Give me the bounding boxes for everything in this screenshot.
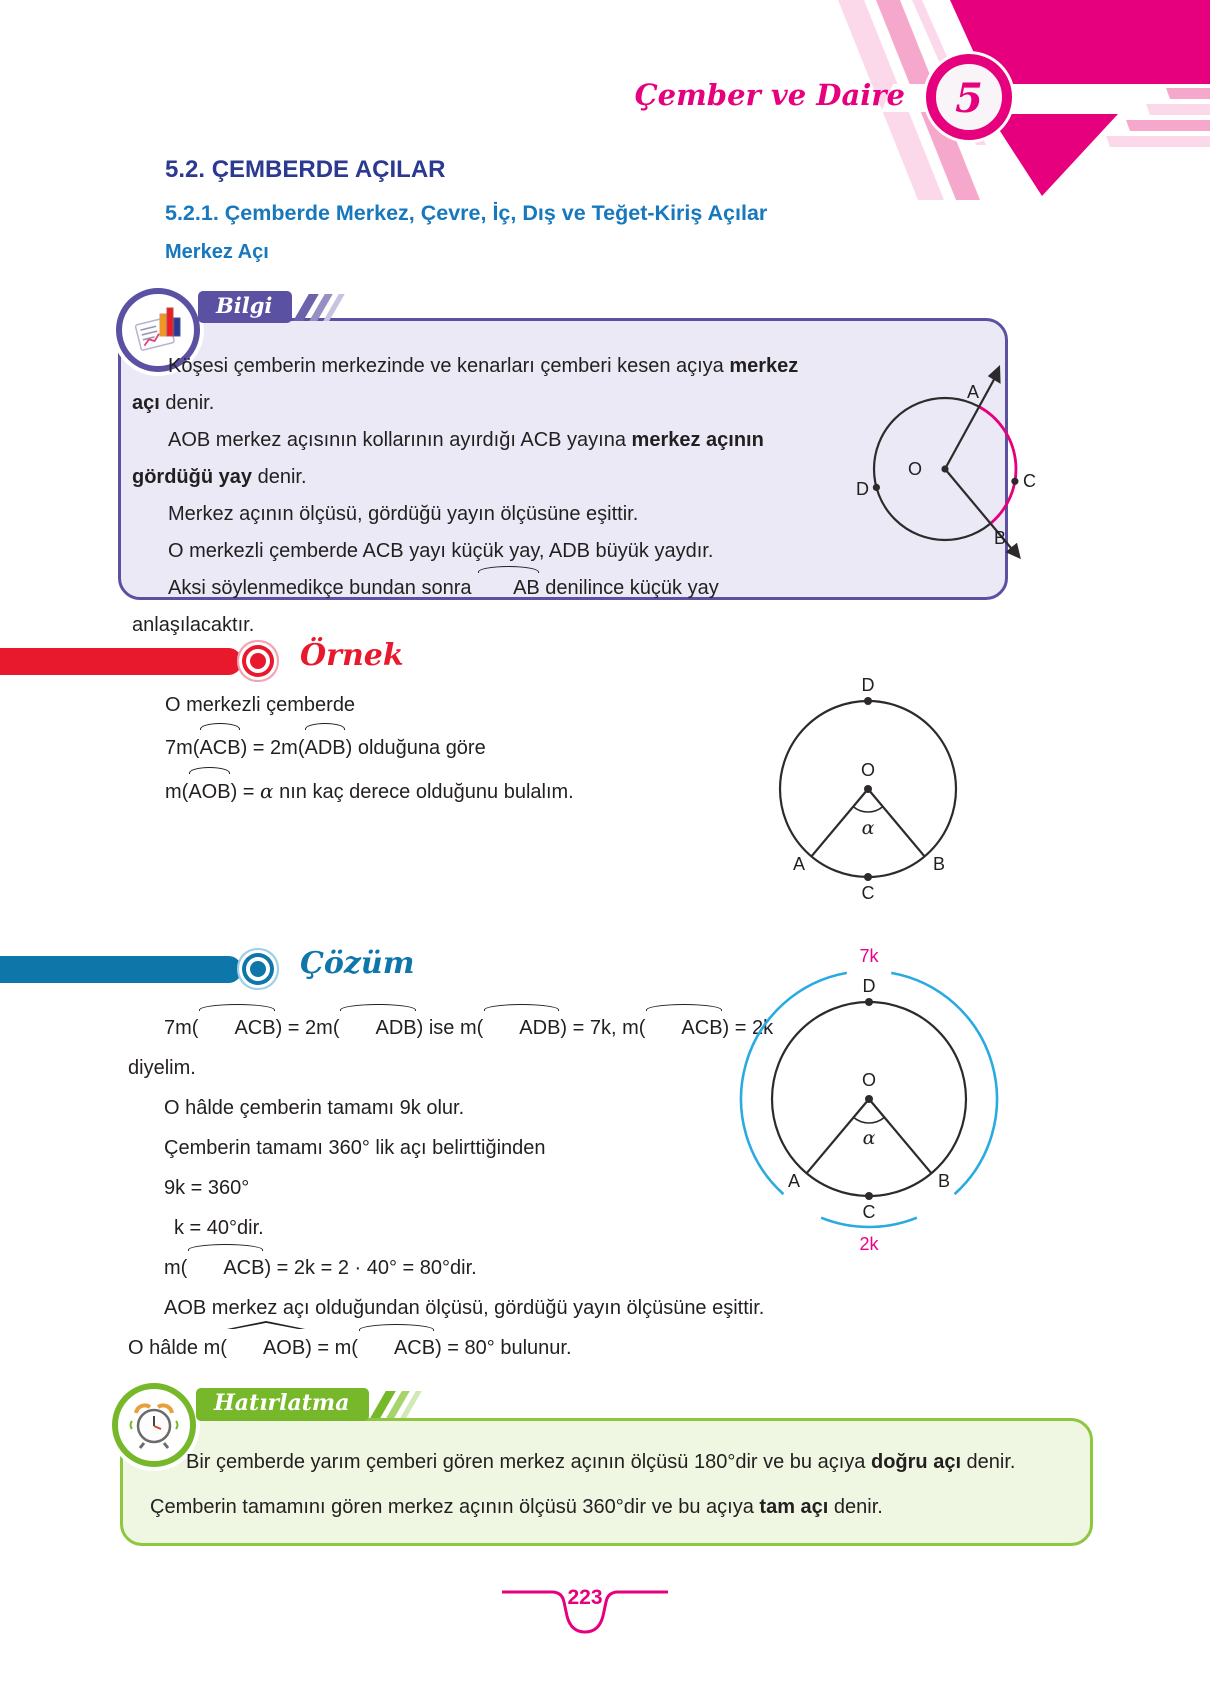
- solution-rule: [0, 956, 242, 983]
- diagram-label: B: [932, 854, 946, 874]
- diagram-label: D: [861, 675, 875, 695]
- info-ribbon-label: Bilgi: [198, 291, 292, 323]
- example-diagram: [748, 646, 988, 908]
- diagram-label: C: [861, 883, 875, 903]
- paragraph: Köşesi çemberin merkezinde ve kenarları çemberi kesen açıya merkez açı denir.: [132, 355, 799, 414]
- banner-stripe: [1106, 136, 1210, 147]
- paragraph: 7m( ACB) = 2m( ADB) ise m( ADB) = 7k, m( ACB) = 2k diyelim.: [128, 1008, 776, 1088]
- diagram-label: O: [907, 459, 922, 479]
- reminder-text: [150, 1440, 1090, 1530]
- paragraph: m(AOB) = α nın kaç derece olduğunu bulalım.: [165, 770, 765, 814]
- solution-text: [128, 1008, 776, 1368]
- diagram-label: A: [792, 854, 806, 874]
- example-text: [165, 684, 765, 814]
- paragraph: k = 40°dir.: [174, 1217, 264, 1239]
- solution-label: Çözüm: [300, 946, 415, 981]
- paragraph: m( ACB) = 2k = 2 · 40° = 80°dir.: [128, 1248, 776, 1288]
- section-title: 5.2. ÇEMBERDE AÇILAR: [165, 156, 446, 183]
- topic-title: Merkez Açı: [165, 241, 269, 263]
- example-rule: [0, 648, 242, 675]
- banner-stripe: [1146, 104, 1210, 115]
- ribbon-stripes: [378, 1391, 414, 1418]
- page-number: 223: [567, 1586, 603, 1609]
- paragraph: Çemberin tamamı 360° lik açı belirttiğinden: [164, 1137, 546, 1159]
- diagram-label: D: [856, 479, 869, 499]
- target-icon: [250, 653, 266, 669]
- central-angle-diagram: [842, 352, 1082, 577]
- ribbon-stripes: [301, 294, 337, 321]
- paragraph: AOB merkez açısının kollarının ayırdığı ACB yayına merkez açının gördüğü yay denir.: [132, 429, 764, 488]
- arc-measure-label: 7k: [859, 946, 879, 966]
- paragraph: O merkezli çemberde: [165, 694, 356, 716]
- diagram-label: α: [861, 817, 875, 839]
- target-icon: [250, 961, 266, 977]
- paragraph: 7m(ACB) = 2m(ADB) olduğuna göre: [165, 727, 765, 770]
- diagram-label: O: [861, 1070, 877, 1090]
- chapter-number: 5: [955, 75, 983, 122]
- arc-measure-label: 2k: [859, 1234, 879, 1254]
- info-text: [132, 348, 814, 644]
- paragraph: Merkez açının ölçüsü, gördüğü yayın ölçüsüne eşittir.: [168, 503, 639, 525]
- diagram-label: A: [787, 1171, 801, 1191]
- diagram-label: B: [994, 528, 1007, 548]
- reminder-ribbon-label: Hatırlatma: [196, 1388, 369, 1421]
- reminder-ribbon: [196, 1388, 414, 1421]
- example-label: Örnek: [300, 638, 404, 673]
- chapter-shape-tip: [989, 114, 1118, 196]
- paragraph: Aksi söylenmedikçe bundan sonra AB denilince küçük yay anlaşılacaktır.: [132, 570, 814, 644]
- solution-diagram: [722, 932, 1022, 1262]
- chapter-label: Çember ve Daire: [634, 78, 905, 112]
- paragraph: AOB merkez açı olduğundan ölçüsü, gördüğü yayın ölçüsüne eşittir. O hâlde m( AOB) = m( ACB) = 80° bulunur.: [128, 1288, 776, 1368]
- info-ribbon: [198, 291, 337, 323]
- diagram-label: D: [862, 976, 876, 996]
- paragraph: O hâlde çemberin tamamı 9k olur.: [164, 1097, 465, 1119]
- diagram-label: B: [937, 1171, 951, 1191]
- diagram-label: α: [862, 1127, 876, 1149]
- banner-stripe: [1126, 120, 1210, 131]
- diagram-label: A: [966, 382, 980, 402]
- diagram-label: C: [862, 1202, 876, 1222]
- subsection-title: 5.2.1. Çemberde Merkez, Çevre, İç, Dış ve Teğet-Kiriş Açılar: [165, 201, 768, 225]
- paragraph: Bir çemberde yarım çemberi gören merkez açının ölçüsü 180°dir ve bu açıya doğru açı denir. Çemberin tamamını gören merkez açının ölçüsü 360°dir ve bu açıya tam açı denir.: [150, 1451, 1016, 1518]
- diagram-label: C: [1023, 471, 1036, 491]
- paragraph: O merkezli çemberde ACB yayı küçük yay, ADB büyük yaydır.: [168, 540, 714, 562]
- paragraph: 9k = 360°: [164, 1177, 250, 1199]
- diagram-label: O: [860, 760, 876, 780]
- banner-stripe: [1166, 88, 1210, 99]
